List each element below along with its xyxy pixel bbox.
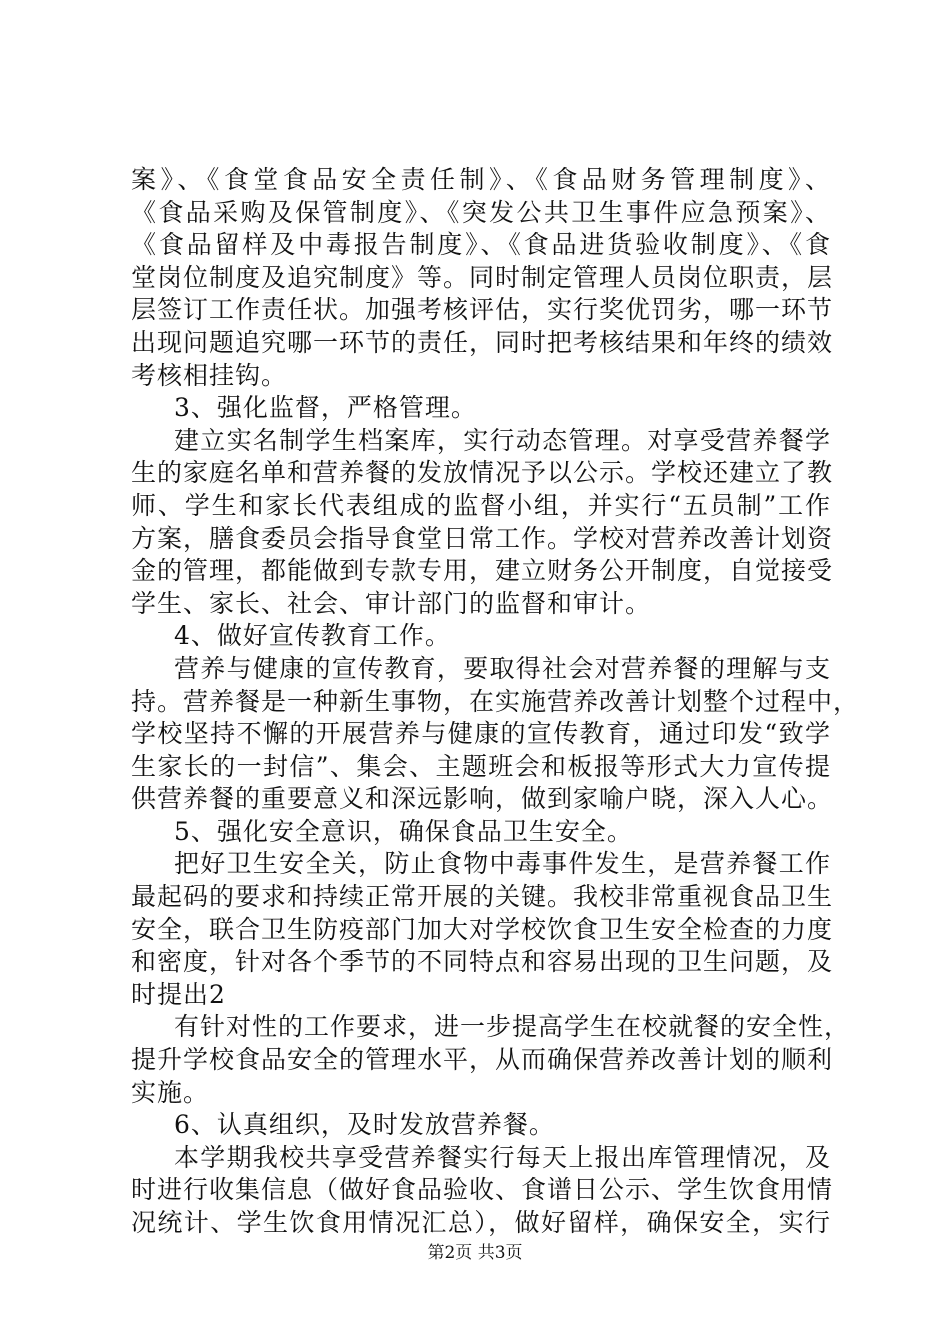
section-heading: 6、认真组织，及时发放营养餐。	[174, 1110, 555, 1140]
text-line: 层签订工作责任状。加强考核评估，实行奖优罚劣，哪一环节	[131, 295, 834, 325]
text-line: 和密度，针对各个季节的不同特点和容易出现的卫生问题，及	[131, 947, 834, 977]
text-line: 案》、《食堂食品安全责任制》、《食品财务管理制度》、	[131, 165, 831, 194]
text-line: 师、学生和家长代表组成的监督小组，并实行“五员制”工作	[131, 490, 831, 520]
text-line: 供营养餐的重要意义和深远影响，做到家喻户晓，深入人心。	[131, 784, 834, 814]
document-body	[131, 164, 860, 1240]
text-line: 安全，联合卫生防疫部门加大对学校饮食卫生安全检查的力度	[131, 914, 834, 944]
text-line: 《食品留样及中毒报告制度》、《食品进货验收制度》、《食	[131, 230, 831, 260]
text-line: 堂岗位制度及追究制度》等。同时制定管理人员岗位职责，层	[131, 262, 834, 292]
text-line: 出现问题追究哪一环节的责任，同时把考核结果和年终的绩效	[131, 327, 834, 357]
text-line: 实施。	[131, 1077, 210, 1107]
text-line: 提升学校食品安全的管理水平，从而确保营养改善计划的顺利	[131, 1045, 834, 1075]
page-number-footer: 第2页 共3页	[427, 1243, 523, 1263]
text-line: 建立实名制学生档案库，实行动态管理。对享受营养餐学	[174, 425, 831, 455]
text-line: 考核相挂钩。	[131, 360, 288, 390]
text-line: 有针对性的工作要求，进一步提高学生在校就餐的安全性，	[174, 1012, 851, 1042]
text-line: 金的管理，都能做到专款专用，建立财务公开制度，自觉接受	[131, 556, 834, 586]
text-line: 营养与健康的宣传教育，要取得社会对营养餐的理解与支	[174, 653, 831, 683]
text-line: 时进行收集信息（做好食品验收、食谱日公示、学生饮食用情	[131, 1175, 834, 1205]
text-line: 况统计、学生饮食用情况汇总），做好留样，确保安全，实行	[131, 1208, 831, 1237]
text-line: 《食品采购及保管制度》、《突发公共卫生事件应急预案》、	[131, 197, 831, 227]
text-line: 本学期我校共享受营养餐实行每天上报出库管理情况，及	[174, 1142, 831, 1172]
text-line: 学生、家长、社会、审计部门的监督和审计。	[131, 588, 652, 618]
text-line: 把好卫生安全关，防止食物中毒事件发生，是营养餐工作	[174, 849, 831, 879]
text-line: 方案，膳食委员会指导食堂日常工作。学校对营养改善计划资	[131, 523, 834, 553]
text-line: 最起码的要求和持续正常开展的关键。我校非常重视食品卫生	[131, 882, 834, 912]
text-line: 学校坚持不懈的开展营养与健康的宣传教育，通过印发“致学	[131, 719, 831, 749]
section-heading: 5、强化安全意识，确保食品卫生安全。	[174, 816, 633, 846]
text-line: 生家长的一封信”、集会、主题班会和板报等形式大力宣传提	[131, 751, 831, 781]
text-line: 时提出2	[131, 979, 226, 1009]
section-heading: 4、做好宣传教育工作。	[174, 621, 451, 651]
text-line: 持。营养餐是一种新生事物，在实施营养改善计划整个过程中，	[131, 686, 860, 716]
text-line: 生的家庭名单和营养餐的发放情况予以公示。学校还建立了教	[131, 458, 834, 488]
section-heading: 3、强化监督，严格管理。	[174, 393, 477, 423]
